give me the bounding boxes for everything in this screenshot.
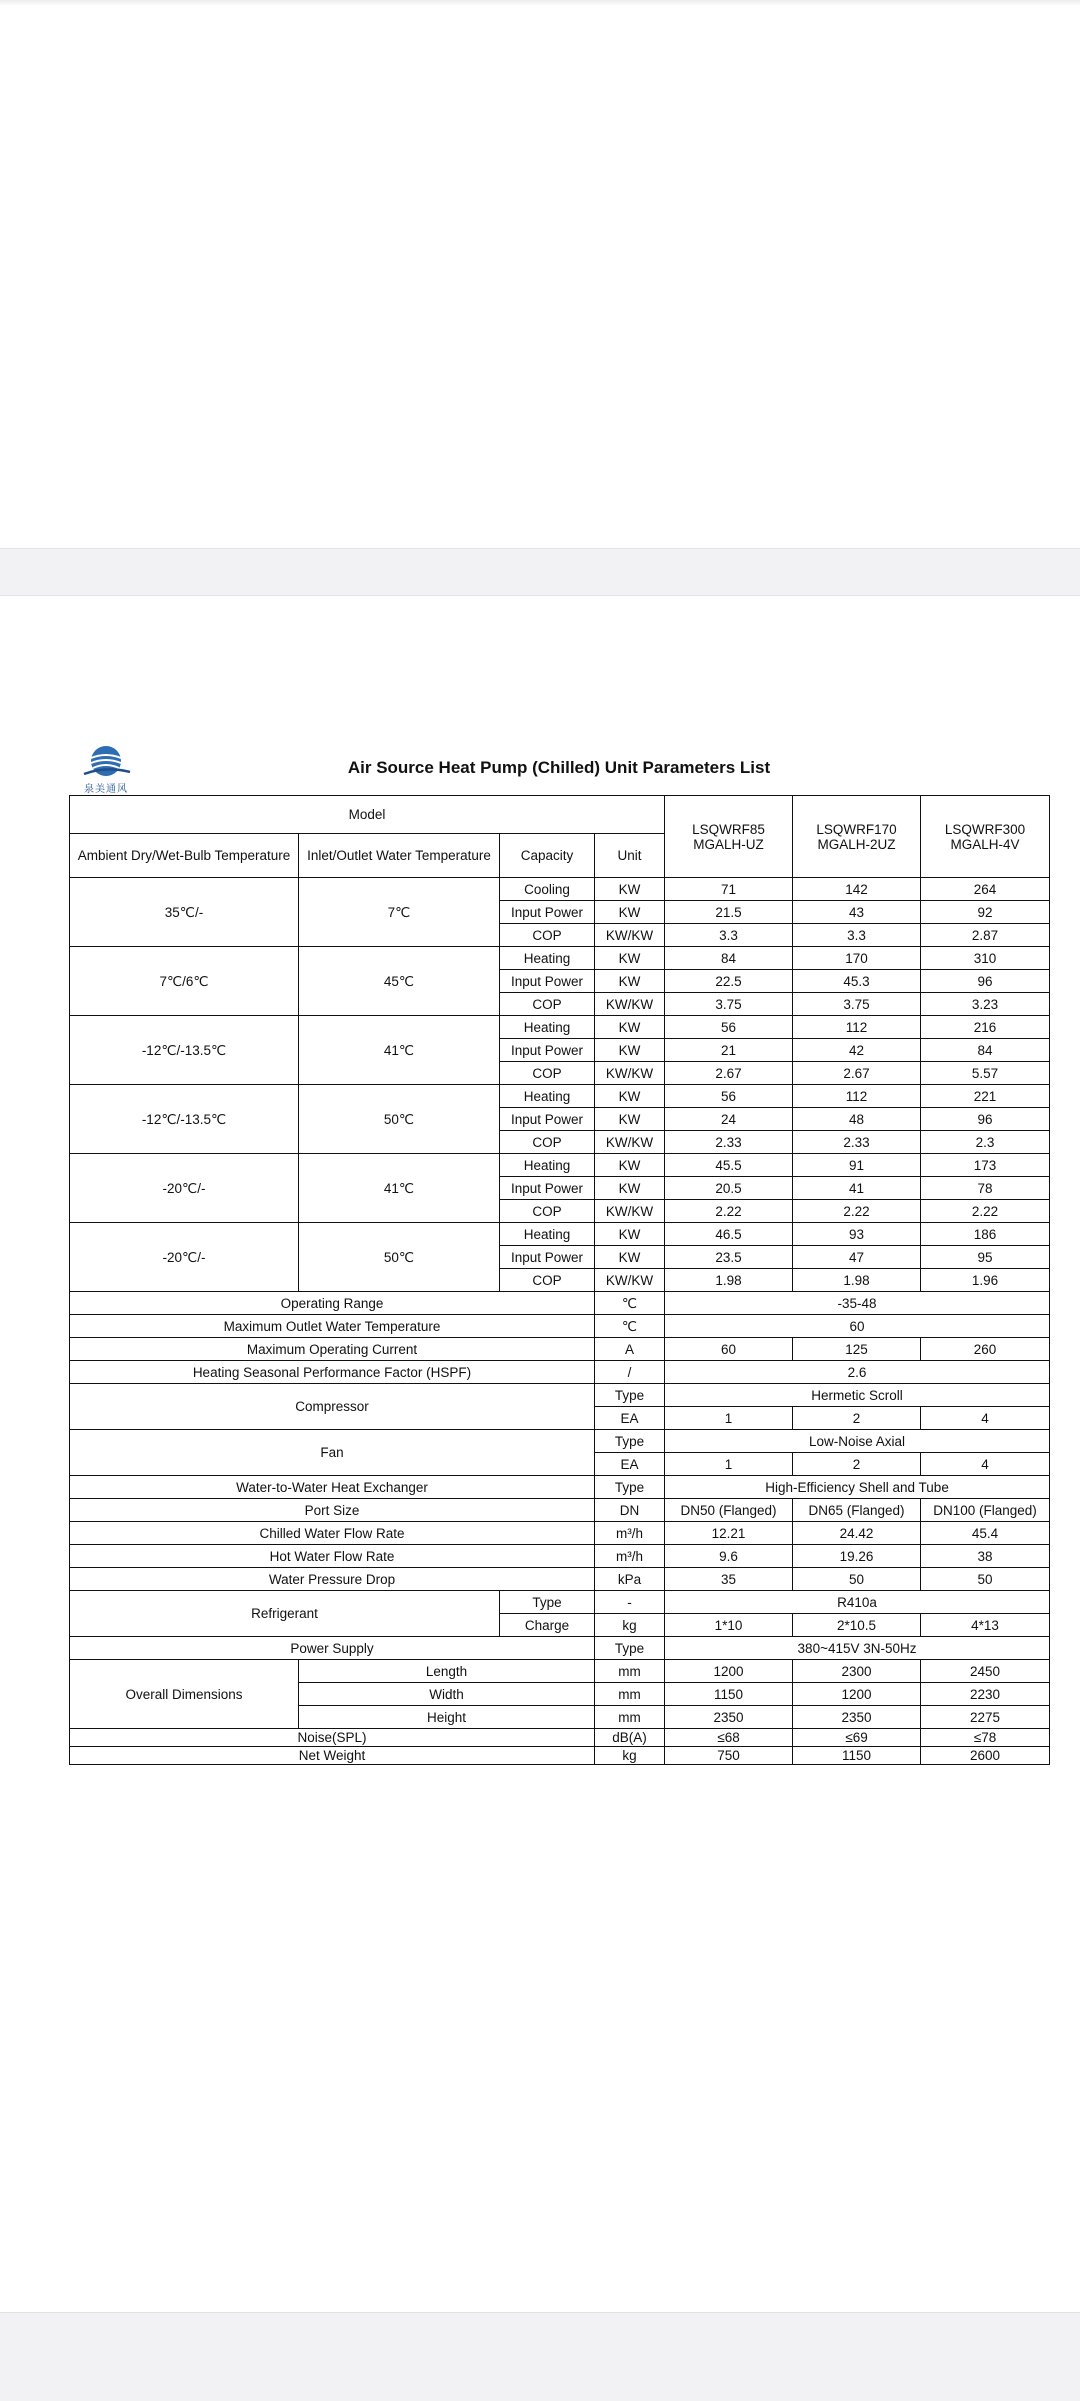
unit-cell: kPa — [595, 1568, 665, 1591]
page-separator-bottom — [0, 2312, 1080, 2401]
water-temp-cell: 50℃ — [299, 1223, 500, 1292]
parameter-label: Fan — [70, 1430, 595, 1476]
value-cell: 1200 — [793, 1683, 921, 1706]
unit-cell: KW — [595, 1108, 665, 1131]
value-cell: 42 — [793, 1039, 921, 1062]
value-cell: 4 — [921, 1407, 1050, 1430]
max-current-row — [70, 1338, 1050, 1361]
value-cell: 24 — [665, 1108, 793, 1131]
value-cell: 264 — [921, 878, 1050, 901]
value-cell: 21.5 — [665, 901, 793, 924]
capacity-label: Heating — [500, 1085, 595, 1108]
value-cell: 2.3 — [921, 1131, 1050, 1154]
unit-cell: dB(A) — [595, 1729, 665, 1747]
value-cell: 45.3 — [793, 970, 921, 993]
unit-cell: KW — [595, 1246, 665, 1269]
parameter-label: Overall Dimensions — [70, 1660, 299, 1729]
page-top-edge — [0, 0, 1080, 6]
refrigerant-type-row — [70, 1591, 1050, 1614]
unit-cell: KW/KW — [595, 924, 665, 947]
parameter-label: Net Weight — [70, 1747, 595, 1765]
value-cell: 50 — [921, 1568, 1050, 1591]
value-cell: 96 — [921, 1108, 1050, 1131]
model-name-line1: LSQWRF300 — [944, 821, 1026, 837]
unit-cell: / — [595, 1361, 665, 1384]
unit-cell: KW — [595, 1039, 665, 1062]
value-cell: 2350 — [665, 1706, 793, 1729]
value-cell: 4*13 — [921, 1614, 1050, 1637]
ambient-temp-cell: -20℃/- — [70, 1154, 299, 1223]
model-name-line2: MGALH-UZ — [693, 836, 764, 852]
merged-value-cell: 2.6 — [665, 1361, 1050, 1384]
performance-row — [70, 1154, 1050, 1177]
value-cell: 2.33 — [665, 1131, 793, 1154]
value-cell: 3.3 — [793, 924, 921, 947]
parameter-label: Water-to-Water Heat Exchanger — [70, 1476, 595, 1499]
value-cell: ≤69 — [793, 1729, 921, 1747]
value-cell: 2.22 — [665, 1200, 793, 1223]
capacity-label: Heating — [500, 947, 595, 970]
ambient-temp-cell: 35℃/- — [70, 878, 299, 947]
unit-cell: KW — [595, 1016, 665, 1039]
value-cell: 12.21 — [665, 1522, 793, 1545]
value-cell: 125 — [793, 1338, 921, 1361]
document-title: Air Source Heat Pump (Chilled) Unit Parameters List — [347, 758, 771, 777]
power-supply-row — [70, 1637, 1050, 1660]
unit-cell: ℃ — [595, 1315, 665, 1338]
value-cell: 1150 — [665, 1683, 793, 1706]
capacity-label: COP — [500, 1131, 595, 1154]
value-cell: 2350 — [793, 1706, 921, 1729]
merged-value-cell: High-Efficiency Shell and Tube — [665, 1476, 1050, 1499]
parameter-label: Hot Water Flow Rate — [70, 1545, 595, 1568]
logo-text: 泉美通风 — [84, 784, 128, 795]
capacity-label: Heating — [500, 1016, 595, 1039]
value-cell: ≤68 — [665, 1729, 793, 1747]
capacity-label: Heating — [500, 1223, 595, 1246]
water-temp-cell: 50℃ — [299, 1085, 500, 1154]
value-cell: 84 — [665, 947, 793, 970]
value-cell: 78 — [921, 1177, 1050, 1200]
value-cell: 2600 — [921, 1747, 1050, 1765]
value-cell: 46.5 — [665, 1223, 793, 1246]
model-name-line2: MGALH-2UZ — [817, 836, 896, 852]
unit-cell: KW/KW — [595, 1200, 665, 1223]
fan-type-row — [70, 1430, 1050, 1453]
capacity-label: Input Power — [500, 1039, 595, 1062]
value-cell: 2.87 — [921, 924, 1050, 947]
value-cell: 43 — [793, 901, 921, 924]
sub-label: Charge — [500, 1614, 595, 1637]
value-cell: 91 — [793, 1154, 921, 1177]
value-cell: 2 — [793, 1407, 921, 1430]
sub-label: Length — [299, 1660, 595, 1683]
value-cell: 92 — [921, 901, 1050, 924]
unit-cell: KW — [595, 878, 665, 901]
capacity-label: Heating — [500, 1154, 595, 1177]
value-cell: DN100 (Flanged) — [921, 1499, 1050, 1522]
value-cell: 20.5 — [665, 1177, 793, 1200]
parameter-label: Compressor — [70, 1384, 595, 1430]
capacity-label: COP — [500, 1200, 595, 1223]
sub-label: Type — [500, 1591, 595, 1614]
value-cell: 93 — [793, 1223, 921, 1246]
value-cell: 84 — [921, 1039, 1050, 1062]
merged-value-cell: 380~415V 3N-50Hz — [665, 1637, 1050, 1660]
parameter-label: Port Size — [70, 1499, 595, 1522]
unit-cell: ℃ — [595, 1292, 665, 1315]
value-cell: 2275 — [921, 1706, 1050, 1729]
value-cell: ≤78 — [921, 1729, 1050, 1747]
ambient-temp-header: Ambient Dry/Wet-Bulb Temperature — [70, 834, 299, 878]
capacity-label: COP — [500, 1062, 595, 1085]
parameter-label: Water Pressure Drop — [70, 1568, 595, 1591]
unit-cell: A — [595, 1338, 665, 1361]
unit-cell: Type — [595, 1384, 665, 1407]
unit-cell: DN — [595, 1499, 665, 1522]
unit-cell: - — [595, 1591, 665, 1614]
value-cell: 2.67 — [793, 1062, 921, 1085]
value-cell: 96 — [921, 970, 1050, 993]
unit-cell: m³/h — [595, 1545, 665, 1568]
value-cell: 170 — [793, 947, 921, 970]
value-cell: 1 — [665, 1453, 793, 1476]
heat-exchanger-row — [70, 1476, 1050, 1499]
model-column-2 — [793, 796, 921, 878]
pressure-drop-row — [70, 1568, 1050, 1591]
unit-cell: kg — [595, 1747, 665, 1765]
unit-cell: KW/KW — [595, 1131, 665, 1154]
value-cell: 71 — [665, 878, 793, 901]
value-cell: 56 — [665, 1085, 793, 1108]
net-weight-row — [70, 1747, 1050, 1765]
model-name-line1: LSQWRF85 — [692, 821, 765, 837]
unit-cell: Type — [595, 1476, 665, 1499]
value-cell: 45.5 — [665, 1154, 793, 1177]
capacity-header: Capacity — [500, 834, 595, 878]
value-cell: 35 — [665, 1568, 793, 1591]
value-cell: 260 — [921, 1338, 1050, 1361]
ambient-temp-cell: 7℃/6℃ — [70, 947, 299, 1016]
value-cell: 310 — [921, 947, 1050, 970]
parameter-label: Operating Range — [70, 1292, 595, 1315]
value-cell: 56 — [665, 1016, 793, 1039]
parameter-label: Heating Seasonal Performance Factor (HSPF) — [70, 1361, 595, 1384]
unit-cell: m³/h — [595, 1522, 665, 1545]
performance-row — [70, 947, 1050, 970]
capacity-label: Input Power — [500, 1177, 595, 1200]
value-cell: 1*10 — [665, 1614, 793, 1637]
unit-cell: KW/KW — [595, 993, 665, 1016]
water-temp-header: Inlet/Outlet Water Temperature — [299, 834, 500, 878]
unit-cell: KW — [595, 1223, 665, 1246]
value-cell: 2230 — [921, 1683, 1050, 1706]
page-separator — [0, 548, 1080, 596]
unit-cell: mm — [595, 1706, 665, 1729]
value-cell: 2 — [793, 1453, 921, 1476]
value-cell: 5.57 — [921, 1062, 1050, 1085]
parameter-label: Maximum Operating Current — [70, 1338, 595, 1361]
performance-row — [70, 878, 1050, 901]
value-cell: 50 — [793, 1568, 921, 1591]
value-cell: 3.75 — [665, 993, 793, 1016]
value-cell: 47 — [793, 1246, 921, 1269]
value-cell: 3.23 — [921, 993, 1050, 1016]
value-cell: 4 — [921, 1453, 1050, 1476]
capacity-label: COP — [500, 924, 595, 947]
parameter-label: Refrigerant — [70, 1591, 500, 1637]
parameter-label: Maximum Outlet Water Temperature — [70, 1315, 595, 1338]
unit-cell: KW — [595, 1085, 665, 1108]
value-cell: 2.67 — [665, 1062, 793, 1085]
value-cell: 95 — [921, 1246, 1050, 1269]
value-cell: DN65 (Flanged) — [793, 1499, 921, 1522]
max-outlet-temp-row — [70, 1315, 1050, 1338]
dimension-row — [70, 1660, 1050, 1683]
value-cell: 221 — [921, 1085, 1050, 1108]
capacity-label: Input Power — [500, 1108, 595, 1131]
unit-cell: EA — [595, 1453, 665, 1476]
capacity-label: Input Power — [500, 970, 595, 993]
value-cell: 22.5 — [665, 970, 793, 993]
value-cell: DN50 (Flanged) — [665, 1499, 793, 1522]
unit-cell: kg — [595, 1614, 665, 1637]
value-cell: 23.5 — [665, 1246, 793, 1269]
parameter-label: Noise(SPL) — [70, 1729, 595, 1747]
unit-cell: KW — [595, 947, 665, 970]
value-cell: 2450 — [921, 1660, 1050, 1683]
ambient-temp-cell: -20℃/- — [70, 1223, 299, 1292]
value-cell: 24.42 — [793, 1522, 921, 1545]
capacity-label: Input Power — [500, 1246, 595, 1269]
water-temp-cell: 7℃ — [299, 878, 500, 947]
merged-value-cell: -35-48 — [665, 1292, 1050, 1315]
unit-cell: EA — [595, 1407, 665, 1430]
value-cell: 38 — [921, 1545, 1050, 1568]
unit-cell: KW — [595, 901, 665, 924]
water-temp-cell: 41℃ — [299, 1016, 500, 1085]
value-cell: 2.22 — [921, 1200, 1050, 1223]
hspf-row — [70, 1361, 1050, 1384]
value-cell: 112 — [793, 1016, 921, 1039]
performance-row — [70, 1016, 1050, 1039]
value-cell: 45.4 — [921, 1522, 1050, 1545]
value-cell: 1150 — [793, 1747, 921, 1765]
value-cell: 173 — [921, 1154, 1050, 1177]
noise-row — [70, 1729, 1050, 1747]
value-cell: 1200 — [665, 1660, 793, 1683]
port-size-row — [70, 1499, 1050, 1522]
value-cell: 2.22 — [793, 1200, 921, 1223]
merged-value-cell: R410a — [665, 1591, 1050, 1614]
model-name-line1: LSQWRF170 — [816, 821, 897, 837]
value-cell: 3.75 — [793, 993, 921, 1016]
unit-cell: mm — [595, 1660, 665, 1683]
unit-cell: KW — [595, 1154, 665, 1177]
value-cell: 2300 — [793, 1660, 921, 1683]
parameter-label: Power Supply — [70, 1637, 595, 1660]
water-temp-cell: 45℃ — [299, 947, 500, 1016]
unit-header: Unit — [595, 834, 665, 878]
model-header: Model — [70, 796, 665, 834]
model-column-3 — [921, 796, 1050, 878]
hot-flow-row — [70, 1545, 1050, 1568]
model-column-1 — [665, 796, 793, 878]
capacity-label: COP — [500, 1269, 595, 1292]
value-cell: 2*10.5 — [793, 1614, 921, 1637]
water-temp-cell: 41℃ — [299, 1154, 500, 1223]
unit-cell: mm — [595, 1683, 665, 1706]
value-cell: 1 — [665, 1407, 793, 1430]
sub-label: Height — [299, 1706, 595, 1729]
value-cell: 3.3 — [665, 924, 793, 947]
parameter-label: Chilled Water Flow Rate — [70, 1522, 595, 1545]
model-name-line2: MGALH-4V — [950, 836, 1020, 852]
value-cell: 41 — [793, 1177, 921, 1200]
unit-cell: Type — [595, 1637, 665, 1660]
merged-value-cell: Hermetic Scroll — [665, 1384, 1050, 1407]
ambient-temp-cell: -12℃/-13.5℃ — [70, 1085, 299, 1154]
operating-range-row — [70, 1292, 1050, 1315]
performance-row — [70, 1223, 1050, 1246]
ambient-temp-cell: -12℃/-13.5℃ — [70, 1016, 299, 1085]
value-cell: 48 — [793, 1108, 921, 1131]
value-cell: 1.98 — [793, 1269, 921, 1292]
capacity-label: Cooling — [500, 878, 595, 901]
value-cell: 9.6 — [665, 1545, 793, 1568]
value-cell: 142 — [793, 878, 921, 901]
sub-label: Width — [299, 1683, 595, 1706]
value-cell: 750 — [665, 1747, 793, 1765]
capacity-label: Input Power — [500, 901, 595, 924]
value-cell: 1.96 — [921, 1269, 1050, 1292]
value-cell: 186 — [921, 1223, 1050, 1246]
parameters-table — [69, 795, 1050, 1765]
chilled-flow-row — [70, 1522, 1050, 1545]
capacity-label: COP — [500, 993, 595, 1016]
value-cell: 2.33 — [793, 1131, 921, 1154]
merged-value-cell: 60 — [665, 1315, 1050, 1338]
unit-cell: KW/KW — [595, 1062, 665, 1085]
compressor-type-row — [70, 1384, 1050, 1407]
value-cell: 21 — [665, 1039, 793, 1062]
performance-row — [70, 1085, 1050, 1108]
value-cell: 112 — [793, 1085, 921, 1108]
unit-cell: KW — [595, 1177, 665, 1200]
header-row-model — [70, 796, 1050, 834]
unit-cell: KW/KW — [595, 1269, 665, 1292]
value-cell: 19.26 — [793, 1545, 921, 1568]
merged-value-cell: Low-Noise Axial — [665, 1430, 1050, 1453]
value-cell: 216 — [921, 1016, 1050, 1039]
unit-cell: Type — [595, 1430, 665, 1453]
unit-cell: KW — [595, 970, 665, 993]
value-cell: 60 — [665, 1338, 793, 1361]
value-cell: 1.98 — [665, 1269, 793, 1292]
